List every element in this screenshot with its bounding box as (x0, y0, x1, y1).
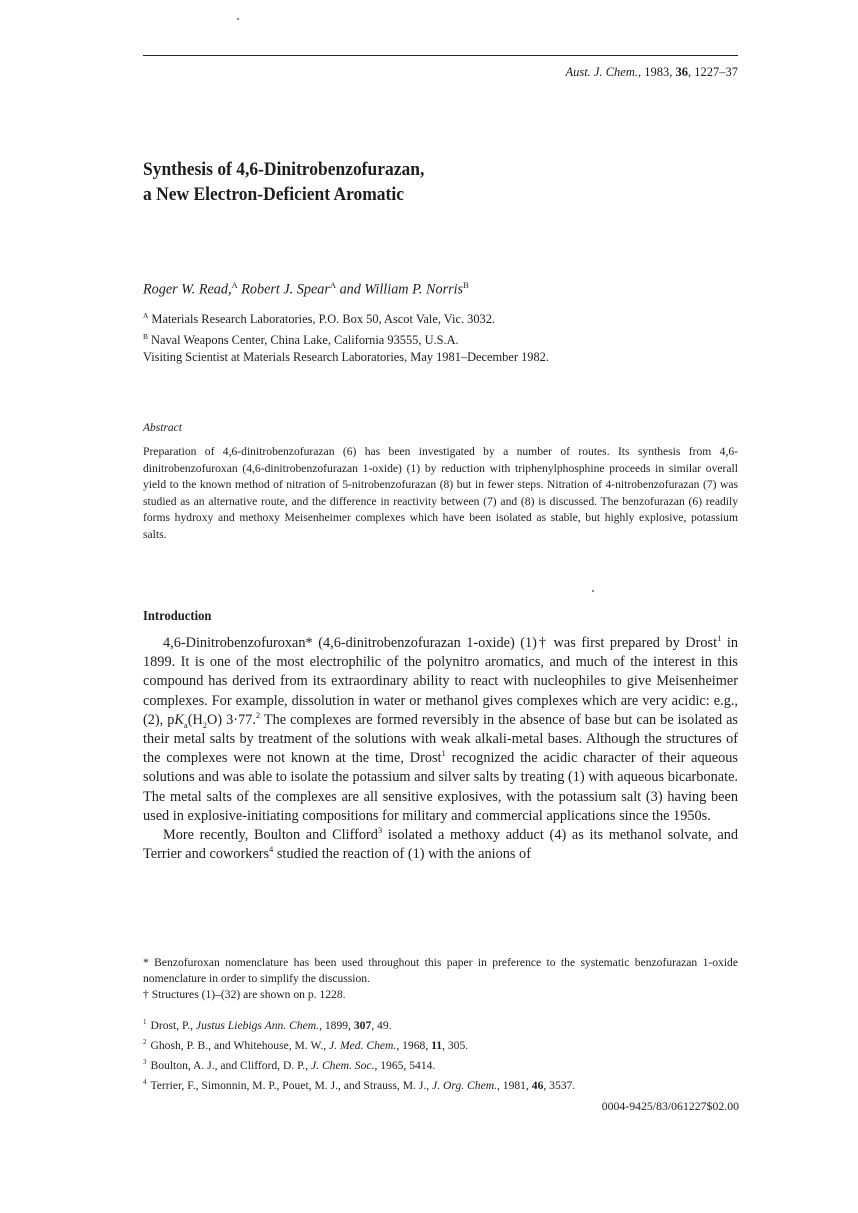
scan-speck (592, 590, 594, 592)
reference-item: $^1$ Drost, P., Justus Liebigs Ann. Chem., 1899, 307, 49. (143, 1018, 392, 1032)
title-line-1: Synthesis of 4,6-Dinitrobenzofurazan, (143, 159, 425, 180)
journal-volume: 36 (675, 65, 688, 79)
footnote: * Benzofuroxan nomenclature has been used throughout this paper in preference to the systematic benzofurazan 1-oxide nomenclature in order to simplify the discussion. (143, 956, 738, 985)
author-affiliation-mark: B (463, 280, 469, 290)
abstract-label: Abstract (143, 422, 182, 434)
footnotes (143, 955, 738, 1003)
abstract-text: Preparation of 4,6-dinitrobenzofurazan (6) has been investigated by a number of routes. Its synthesis from 4,6-dinitrobenzofuroxan (4,6-dinitrobenzofurazan 1-oxide) (1) by reduction with triphenylphosphine proceeds in similar overall yield to the known method of nitration of 5-nitrobenzofurazan (8) but in fewer steps. Nitration of 4-nitrobenzofurazan (7) was studied as an alternative route, and the difference in reactivity between (7) and (8) is discussed. The benzofurazan (6) readily forms hydroxy and methoxy Meisenheimer complexes which have been isolated as stable, but highly explosive, potassium salts. (143, 445, 738, 541)
author-affiliation-mark: A (231, 280, 238, 290)
reference-item: $^3$ Boulton, A. J., and Clifford, D. P., J. Chem. Soc., 1965, 5414. (143, 1058, 436, 1072)
title-line-2: a New Electron-Deficient Aromatic (143, 184, 404, 205)
scan-speck (237, 18, 239, 20)
journal-year: 1983 (644, 65, 670, 79)
reference-list (143, 1014, 738, 1094)
author-name: Robert J. Spear (241, 281, 330, 298)
reference-item: $^4$ Terrier, F., Simonnin, M. P., Pouet, M. J., and Strauss, M. J., J. Org. Chem., 1981, 46, 3537. (143, 1078, 576, 1093)
paper-title (143, 157, 424, 207)
author-name: Roger W. Read (143, 281, 228, 298)
affiliation-line: $^A$ Materials Research Laboratories, P.O. Box 50, Ascot Vale, Vic. 3032. (143, 311, 496, 327)
paragraph: 4,6-Dinitrobenzofuroxan* (4,6-dinitrobenzofurazan 1-oxide) (1)† was first prepared by Drost$^1$ in 1899. It is one of the most electrophilic of the polynitro aromatics, and much of the interest in this compound has derived from its extraordinary ability to react with nucleophiles to give Meisenheimer complexes. For example, dissolution in water or methanol gives complexes which are very acidic: e.g., (2), $pK_a(H_2O)$ 3·77.$^2$ The complexes are formed reversibly in the absence of base but can be isolated as their metal salts by treatment of the solutions with weak alkali-metal bases. Although the structures of the complexes were not known at the time, Drost$^1$ recognized the acidic character of their aqueous solutions and was able to isolate the potassium and silver salts by treating (1) with aqueous bicarbonate. The metal salts of the complexes are all sensitive explosives, with the potassium salt (3) having been used in explosive-initiating compositions for military and commercial applications since the 1950s. (143, 633, 739, 824)
journal-name: Aust. J. Chem. (565, 65, 638, 79)
author-affiliation-mark: A (329, 280, 337, 290)
affiliations (143, 307, 743, 366)
journal-pages: 1227–37 (694, 65, 738, 79)
author-list: Roger W. Read,$^A$ Robert J. Spear$^A$ and William P. Norris$^B$ (143, 280, 469, 298)
author-name: William P. Norris (364, 281, 464, 298)
affiliation-line: $^B$ Naval Weapons Center, China Lake, California 93555, U.S.A. (143, 332, 459, 348)
journal-citation: Aust. J. Chem., 1983, 36, 1227–37 (565, 65, 738, 79)
paragraph: More recently, Boulton and Clifford$^3$ isolated a methoxy adduct (4) as its methanol solvate, and Terrier and coworkers$^4$ studied the reaction of (1) with the anions of (143, 825, 738, 863)
footnote: † Structures (1)–(32) are shown on p. 1228. (143, 988, 346, 1001)
introduction-body (143, 634, 738, 864)
reference-item: $^2$ Ghosh, P. B., and Whitehouse, M. W., J. Med. Chem., 1968, 11, 305. (143, 1038, 469, 1052)
price-code: 0004-9425/83/061227$02.00 (601, 1099, 739, 1113)
introduction-heading: Introduction (143, 609, 212, 624)
affiliation-line: Visiting Scientist at Materials Research Laboratories, May 1981–December 1982. (143, 350, 549, 365)
header-rule (143, 55, 738, 56)
